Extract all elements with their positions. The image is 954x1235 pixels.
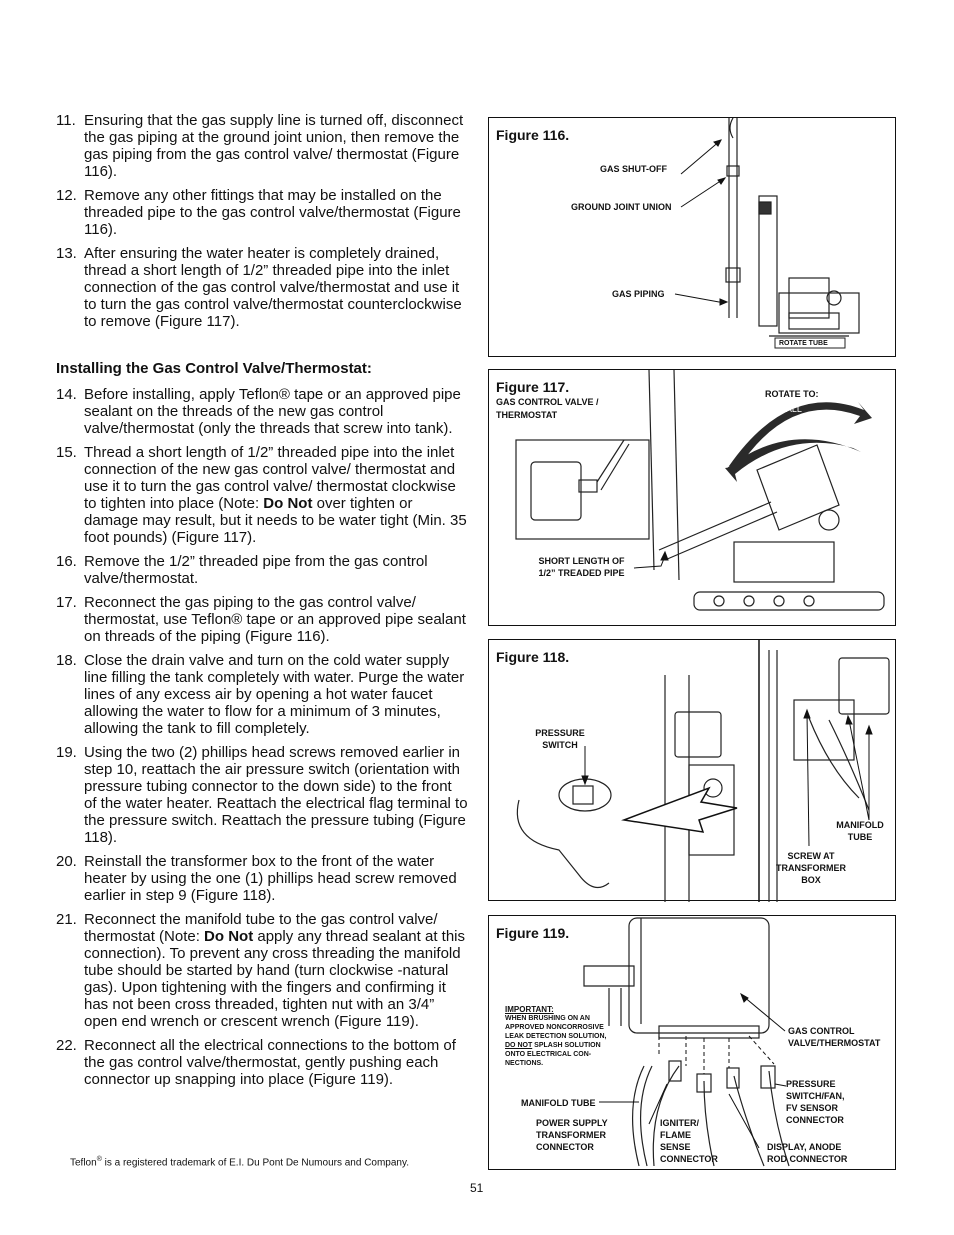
figure-117-subtitle-1: GAS CONTROL VALVE /	[496, 397, 599, 407]
step-14: 14. Before installing, apply Teflon® tape or an approved pipe sealant on the threads of the new gas control valve/thermostat (only the threads that screw into tank).	[56, 386, 461, 437]
instructions-column	[56, 112, 468, 1095]
step-15: 15. Thread a short length of 1/2” threaded pipe into the inlet connection of the new gas control valve/ thermostat and use it to turn the gas control valve/ thermostat clockwise to tighten into place (Note: Do Not over tighten or damage may result, but it needs to be water tight (Min. 35 foot pounds) (Figure 117).	[56, 444, 467, 546]
step-22: 22. Reconnect all the electrical connections to the bottom of the gas control valve/thermostat, gently pushing each connector up snapping into place (Figure 119).	[56, 1037, 456, 1088]
label-pressure-switch: PRESSURE SWITCH	[535, 728, 585, 750]
label-rotate-tube: ROTATE TUBE	[779, 340, 828, 347]
step-17: 17. Reconnect the gas piping to the gas control valve/ thermostat, use Teflon® tape or an approved pipe sealant on threads of the piping (Figure 116).	[56, 594, 466, 645]
step-11: 11. Ensuring that the gas supply line is turned off, disconnect the gas piping at the ground joint union, then remove the gas piping from the gas control valve/ thermostat (Figure 116).	[56, 112, 464, 180]
label-power-supply-connector: POWER SUPPLY TRANSFORMER CONNECTOR	[536, 1118, 608, 1152]
figure-118-title: Figure 118.	[496, 649, 570, 665]
label-display-anode-connector: DISPLAY, ANODE ROD CONNECTOR	[767, 1142, 848, 1164]
label-remove: REMOVE	[785, 428, 825, 438]
label-manifold-tube: MANIFOLD TUBE	[836, 820, 884, 842]
label-screw-transformer-box: SCREW AT TRANSFORMER BOX	[776, 851, 846, 885]
figure-118	[488, 639, 896, 901]
label-install: INSTALL	[766, 404, 802, 414]
steps-group-removal	[56, 112, 468, 330]
figure-119-title: Figure 119.	[496, 925, 570, 941]
label-short-length-pipe: SHORT LENGTH OF 1/2” TREADED PIPE	[538, 556, 625, 578]
label-ground-joint-union: GROUND JOINT UNION	[571, 202, 672, 212]
important-note: IMPORTANT: WHEN BRUSHING ON AN APPROVED NONCORROSIVE LEAK DETECTION SOLUTION, DO NOT SPLASH SOLUTION ONTO ELECTRICAL CON- NECTIONS.	[505, 1005, 607, 1067]
figure-116-title: Figure 116.	[496, 127, 570, 143]
step-13: 13. After ensuring the water heater is completely drained, thread a short length of 1/2” threaded pipe into the inlet connection of the gas control valve/thermostat and use it to turn the gas control valve/thermostat counterclockwise to remove (Figure 117).	[56, 245, 462, 330]
step-18: 18. Close the drain valve and turn on the cold water supply line filling the tank completely with water. Purge the water lines of any excess air by opening a hot water faucet allowing the water to flow for a minimum of 3 minutes, allowing the tank to fill completely.	[56, 652, 465, 737]
figure-119	[488, 915, 896, 1170]
label-pressure-switch-connector: PRESSURE SWITCH/FAN, FV SENSOR CONNECTOR	[786, 1079, 845, 1125]
label-rotate-to: ROTATE TO:	[765, 389, 819, 399]
step-20: 20. Reinstall the transformer box to the front of the water heater by using the one (1) phillips head screw removed earlier in step 9 (Figure 118).	[56, 853, 457, 904]
step-21: 21. Reconnect the manifold tube to the gas control valve/ thermostat (Note: Do Not apply any thread sealant at this connection). To prevent any cross threading the manifold tube should be started by hand (turn clockwise -natural gas). Upon tightening with the fingers and confirming it has not been cross threaded, tighten nut with an 3/4” open end wrench or crescent wrench (Figure 119).	[56, 911, 466, 1030]
label-gas-control-valve: GAS CONTROL VALVE/THERMOSTAT	[788, 1026, 881, 1048]
figure-116	[488, 117, 896, 357]
figure-116-illustration	[489, 118, 897, 358]
footnote: Teflon® is a registered trademark of E.I. Du Pont De Numours and Company.	[70, 1156, 410, 1169]
steps-group-install	[56, 553, 468, 904]
page-number: 51	[470, 1181, 484, 1195]
step-19: 19. Using the two (2) phillips head screws removed earlier in step 10, reattach the air pressure switch (orientation with pressure tubing connector to the down side) to the front of the water heater. Reattach the electrical flag terminal to the pressure switch. Reattach the pressure tubing (Figure 118).	[56, 744, 468, 846]
label-manifold-tube-119: MANIFOLD TUBE	[521, 1098, 596, 1108]
figure-117	[488, 369, 896, 626]
step-16: 16. Remove the 1/2” threaded pipe from the gas control valve/thermostat.	[56, 553, 428, 587]
section-heading: Installing the Gas Control Valve/Thermostat:	[56, 360, 372, 377]
figure-117-subtitle-2: THERMOSTAT	[496, 410, 558, 420]
figure-117-title: Figure 117.	[496, 379, 570, 395]
label-gas-piping: GAS PIPING	[612, 289, 665, 299]
step-12: 12. Remove any other fittings that may be installed on the threaded pipe to the gas control valve/thermostat (Figure 116).	[56, 187, 461, 238]
label-gas-shutoff: GAS SHUT-OFF	[600, 164, 667, 174]
label-igniter-connector: IGNITER/ FLAME SENSE CONNECTOR	[660, 1118, 718, 1164]
